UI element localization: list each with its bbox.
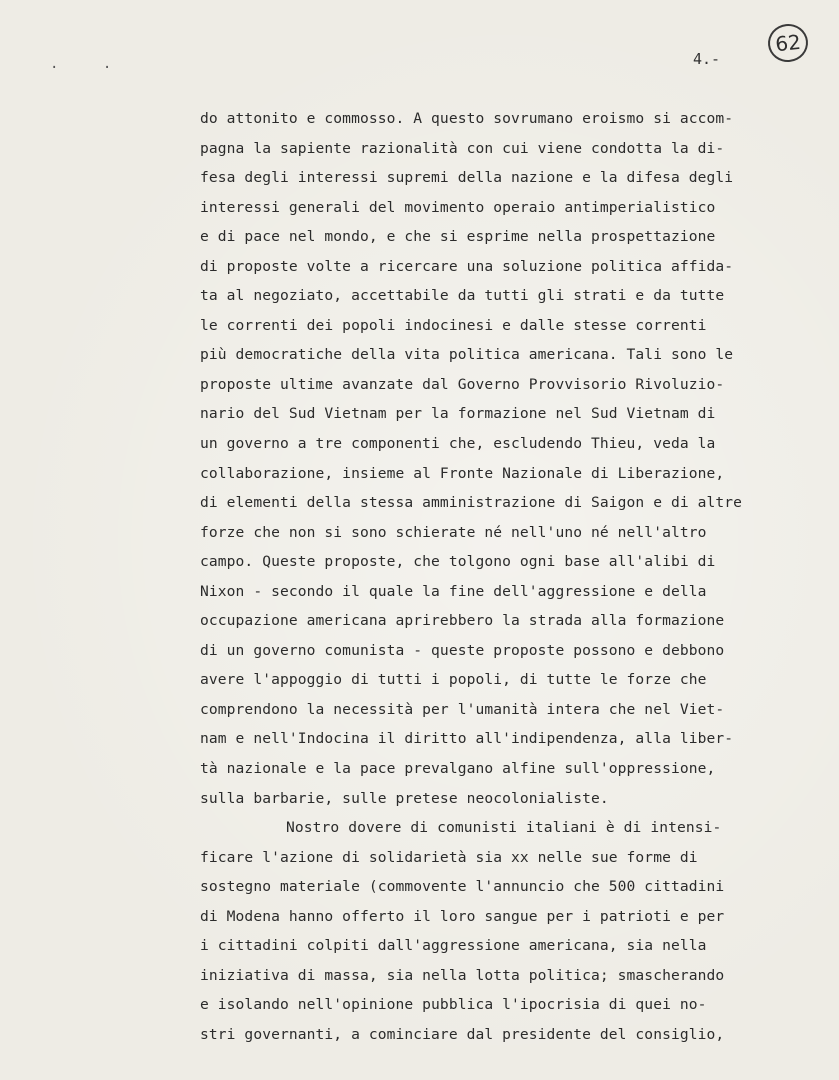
text-line: pagna la sapiente razionalità con cui viene condotta la di- bbox=[200, 139, 725, 157]
text-line: stri governanti, a cominciare dal presidente del consiglio, bbox=[200, 1025, 725, 1043]
text-line: ficare l'azione di solidarietà sia xx nelle sue forme di bbox=[200, 848, 698, 866]
text-line: le correnti dei popoli indocinesi e dalle stesse correnti bbox=[200, 316, 707, 334]
text-line: avere l'appoggio di tutti i popoli, di tutte le forze che bbox=[200, 671, 707, 689]
text-line: forze che non si sono schierate né nell'uno né nell'altro bbox=[200, 523, 707, 541]
text-line: Nostro dovere di comunisti italiani è di intensi- bbox=[286, 819, 722, 837]
text-line: e di pace nel mondo, e che si esprime nella prospettazione bbox=[200, 228, 716, 246]
text-line: nam e nell'Indocina il diritto all'indipendenza, alla liber- bbox=[200, 730, 734, 748]
text-line: di un governo comunista - queste proposte possono e debbono bbox=[200, 641, 725, 659]
circled-page-stamp: 62 bbox=[766, 22, 810, 64]
text-line: sostegno materiale (commovente l'annuncio che 500 cittadini bbox=[200, 878, 725, 896]
text-line: interessi generali del movimento operaio antimperialistico bbox=[200, 198, 716, 216]
text-line: tà nazionale e la pace prevalgano alfine sull'oppressione, bbox=[200, 760, 716, 778]
text-line: collaborazione, insieme al Fronte Nazionale di Liberazione, bbox=[200, 464, 725, 482]
text-line: ta al negoziato, accettabile da tutti gli strati e da tutte bbox=[200, 287, 725, 305]
text-line: proposte ultime avanzate dal Governo Provvisorio Rivoluzio- bbox=[200, 375, 725, 393]
text-line: un governo a tre componenti che, escludendo Thieu, veda la bbox=[200, 435, 716, 453]
text-line: più democratiche della vita politica americana. Tali sono le bbox=[200, 346, 734, 364]
text-line: di proposte volte a ricercare una soluzione politica affida- bbox=[200, 257, 734, 275]
text-line: iniziativa di massa, sia nella lotta politica; smascherando bbox=[200, 966, 725, 984]
text-line: Nixon - secondo il quale la fine dell'aggressione e della bbox=[200, 582, 707, 600]
text-line: comprendono la necessità per l'umanità intera che nel Viet- bbox=[200, 700, 725, 718]
text-line: i cittadini colpiti dall'aggressione americana, sia nella bbox=[200, 937, 707, 955]
text-line: occupazione americana aprirebbero la strada alla formazione bbox=[200, 612, 725, 630]
page-number: 4.- bbox=[693, 50, 721, 68]
text-line: di elementi della stessa amministrazione di Saigon e di altre bbox=[200, 494, 743, 512]
text-line: nario del Sud Vietnam per la formazione nel Sud Vietnam di bbox=[200, 405, 716, 423]
text-line: e isolando nell'opinione pubblica l'ipocrisia di quei no- bbox=[200, 996, 707, 1014]
document-body bbox=[200, 104, 810, 1050]
text-line: campo. Queste proposte, che tolgono ogni base all'alibi di bbox=[200, 553, 716, 571]
text-line: do attonito e commosso. A questo sovrumano eroismo si accom- bbox=[200, 110, 734, 127]
text-line: sulla barbarie, sulle pretese neocolonialiste. bbox=[200, 789, 609, 807]
text-line: fesa degli interessi supremi della nazione e la difesa degli bbox=[200, 169, 734, 187]
text-line: di Modena hanno offerto il loro sangue per i patrioti e per bbox=[200, 907, 725, 925]
header-marks: · · bbox=[50, 60, 130, 76]
